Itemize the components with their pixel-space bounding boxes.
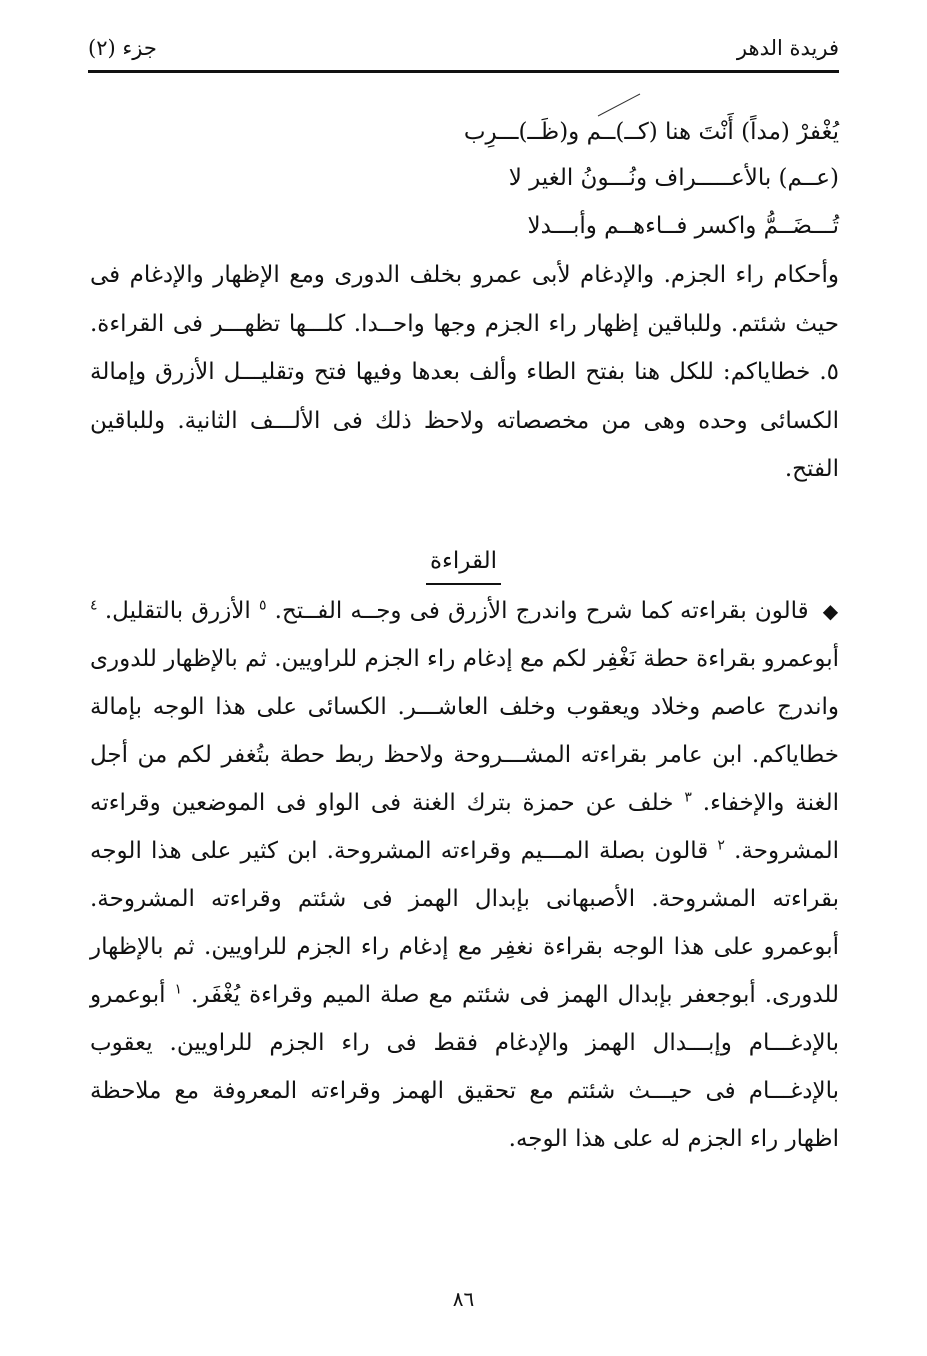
reference-marker: ٢ <box>717 837 725 854</box>
reference-marker: ٣ <box>684 789 692 806</box>
book-title: فريدة الدهر <box>736 36 839 60</box>
reading-paragraph <box>90 587 839 1163</box>
verse-line-3: تُـــضَــمُّ واكسر فــاءهــم وأبـــدلا <box>527 213 839 239</box>
diamond-bullet-icon: ◆ <box>822 599 839 623</box>
reference-marker: ٥ <box>258 597 267 614</box>
reference-marker: ٤ <box>90 597 98 614</box>
reference-marker: ١ <box>174 981 183 998</box>
section-heading <box>0 541 927 585</box>
reading-segment: أبوعمرو بقراءة حطة نَغْفِر لكم مع إدغام راء الجزم للراويين. ثم بالإظهار للدورى واندرج عاصم وخلاد ويعقوب وخلف العاشـــر. الكسائى على هذا الوجه بإمالة خطاياكم. ابن عامر بقراءته المشـــروحة ولاحظ ربط حطة بتُغفر لكم من أجل الغنة والإخفاء. <box>90 646 840 816</box>
part-number: جزء (٢) <box>88 36 157 60</box>
verse-line-1: يُغْفرْ (مداً) أَنْتَ هنا (كــ)ــم و(ظَــ)ـــرِب <box>463 119 839 145</box>
page-header <box>88 26 839 73</box>
reading-segment: قالون بصلة المـــيم وقراءته المشروحة. ابن كثير على هذا الوجه بقراءته المشروحة. الأصبهانى بإبدال الهمز فى شئتم وقراءته المشروحة. أبوعمرو على هذا الوجه بقراءة نغفِر مع إدغام راء الجزم للراويين. ثم بالإظهار للدورى. أبوجعفر بإبدال الهمز فى شئتم مع صلة الميم وقراءة يُغْفَر. <box>90 838 840 1008</box>
page-number: ٨٦ <box>452 1287 475 1311</box>
section-title: القراءة <box>426 541 501 585</box>
reading-segment: أبوعمرو بالإدغـــام وإبـــدال الهمز والإدغام فقط فى راء الجزم للراويين. يعقوب بالإدغـــام فى حيـــث شئتم مع تحقيق الهمز وقراءته المعروفة مع ملاحظة اظهار راء الجزم له على هذا الوجه. <box>90 982 839 1152</box>
verse-line-2: (عــم) بالأعـــــراف ونُـــونُ الغير لا <box>508 165 839 191</box>
reading-segment: الأزرق بالتقليل. <box>104 598 251 624</box>
reading-segment: قالون بقراءته كما شرح واندرج الأزرق فى وجــه الفــتح. <box>274 598 809 624</box>
reading-segment: خلف عن حمزة بترك الغنة فى الواو فى الموضعين وقراءته المشروحة. <box>90 790 839 864</box>
commentary-paragraph: وأحكام راء الجزم. والإدغام لأبى عمرو بخلف الدورى ومع الإظهار والإدغام فى حيث شئتم. وللباقين إظهار راء الجزم وجها واحــدا. كلـــها تظهـــر فى القراءة. ٥. خطاياكم: للكل هنا بفتح الطاء وألف بعدها وفيها فتح وتقليـــل الأزرق وإمالة الكسائى وحده وهى من مخصصاته ولاحظ ذلك فى الألـــف الثانية. وللباقين الفتح. <box>90 262 839 482</box>
